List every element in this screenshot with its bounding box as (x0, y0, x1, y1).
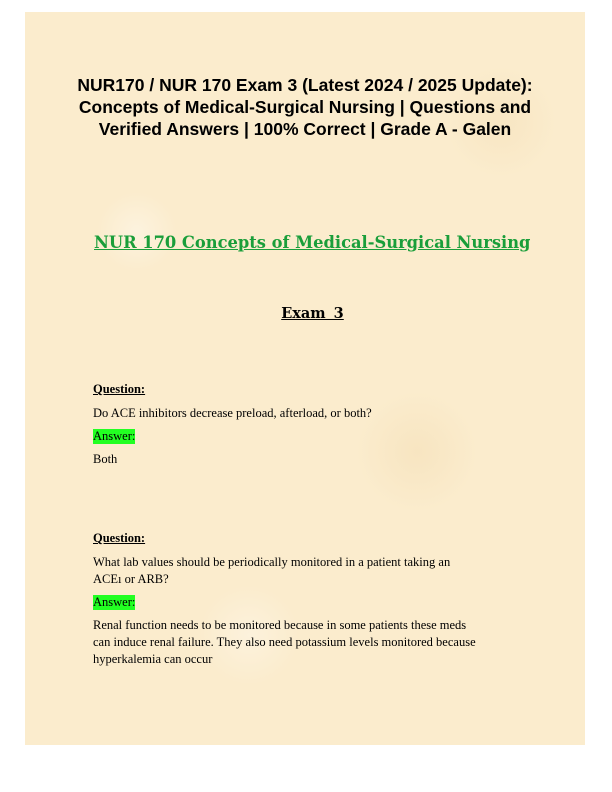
document-title (25, 74, 585, 140)
answer-line: hyperkalemia can occur (93, 652, 213, 666)
exam-heading: Exam 3 (281, 305, 344, 322)
answer-label: Answer: (93, 429, 136, 443)
question-line: ACEı or ARB? (93, 572, 169, 586)
title-line: NUR170 / NUR 170 Exam 3 (Latest 2024 / 2025 Update): (77, 75, 533, 95)
answer-line: can induce renal failure. They also need potassium levels monitored because (93, 635, 476, 649)
question-text (93, 405, 533, 422)
answer-text (93, 617, 533, 668)
answer-text (93, 451, 533, 468)
question-label: Question: (93, 531, 146, 545)
course-heading: NUR 170 Concepts of Medical-Surgical Nursing (94, 233, 531, 252)
question-line: What lab values should be periodically monitored in a patient taking an (93, 555, 451, 569)
answer-label: Answer: (93, 595, 136, 609)
title-line: Verified Answers | 100% Correct | Grade A - Galen (98, 119, 512, 139)
question-label: Question: (93, 382, 146, 396)
question-line: Do ACE inhibitors decrease preload, afterload, or both? (93, 406, 372, 420)
qa-item (93, 531, 533, 668)
title-line: Concepts of Medical-Surgical Nursing | Questions and (78, 97, 532, 117)
answer-line: Both (93, 452, 118, 466)
question-text (93, 554, 533, 588)
answer-line: Renal function needs to be monitored because in some patients these meds (93, 618, 467, 632)
qa-item (93, 382, 533, 468)
